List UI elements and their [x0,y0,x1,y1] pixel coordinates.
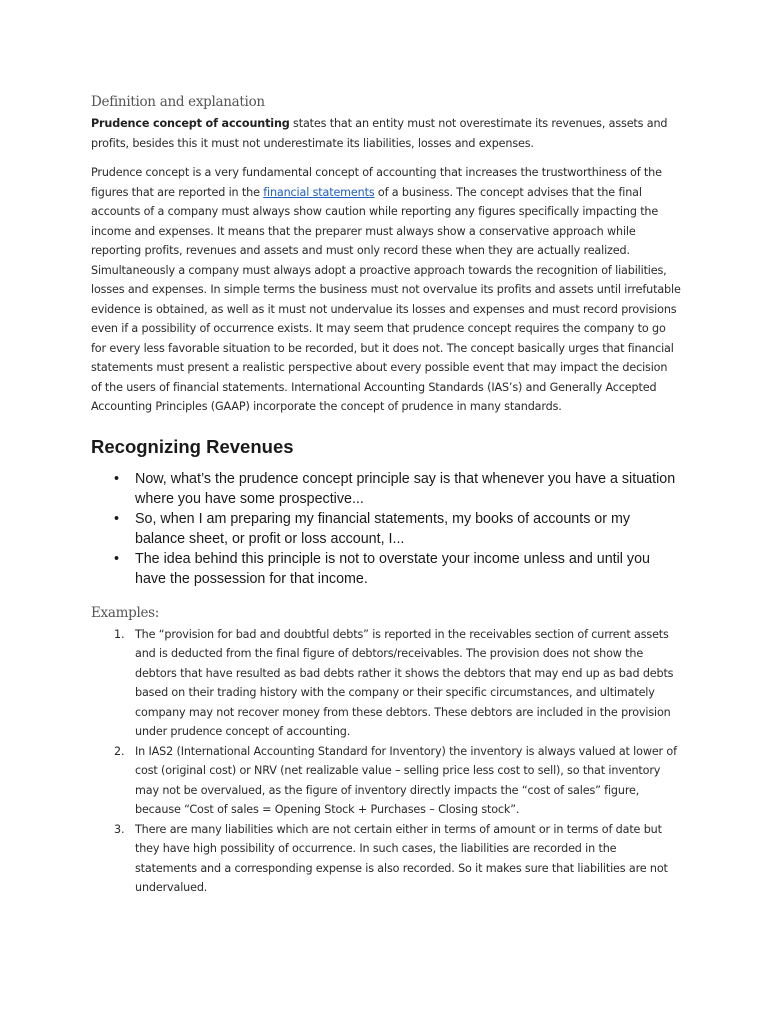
example-text: In IAS2 (International Accounting Standard for Inventory) the inventory is always valued at lower of cost (original cost) or NRV (net realizable value – selling price less cost to sell), so that inventory may not be overvalued, as the figure of inventory directly impacts the “cost of sales” figure, because “Cost of sales = Opening Stock + Purchases – Closing stock”. [135,744,677,816]
bullet-marker: • [114,550,120,567]
example-number: 3. [114,822,125,836]
list-item [114,509,681,549]
list-item-text: The idea behind this principle is not to overstate your income unless and until you have the possession for that income. [135,550,650,587]
example-number: 1. [114,627,125,641]
explanation-text-after: of a business. The concept advises that the final accounts of a company must always show caution while reporting any figures specifically impacting the income and expenses. It means that the preparer must always show a conservative approach while reporting profits, revenues and assets and must only record these when they are actually realized. Simultaneously a company must always adopt a proactive approach towards the recognition of liabilities, losses and expenses. In simple terms the business must not overvalue its profits and assets until irrefutable evidence is obtained, as well as it must not undervalue its losses and expenses and must record provisions even if a possibility of occurrence exists. It may seem that prudence concept requires the company to go for every less favorable situation to be recorded, but it does not. The concept basically urges that financial statements must present a realistic perspective about every possible event that may impact the decision of the users of financial statements. International Accounting Standards (IAS’s) and Generally Accepted Accounting Principles (GAAP) incorporate the concept of prudence in many standards. [91,185,681,413]
explanation-text-before: Prudence concept is a very fundamental concept of accounting that increases the trustworthiness of the figures that are reported in the [91,166,662,199]
examples-label: Examples: [91,604,160,621]
examples-list [91,625,681,898]
bullet-marker: • [114,510,120,527]
intro-text: states that an entity must not overestimate its revenues, assets and profits, besides this it must not underestimate its liabilities, losses and expenses. [91,117,668,150]
list-item [114,469,681,509]
explanation-paragraph [91,163,681,417]
example-item [114,820,681,898]
example-text: There are many liabilities which are not certain either in terms of amount or in terms of date but they have high possibility of occurrence. In such cases, the liabilities are recorded in the statements and a corresponding expense is also recorded. So it makes sure that liabilities are not undervalued. [135,822,668,894]
example-item [114,625,681,742]
bullet-marker: • [114,470,120,487]
section-heading: Recognizing Revenues [91,435,294,457]
list-item-text: Now, what’s the prudence concept principle say is that whenever you have a situation where you have some prospective... [135,470,676,507]
intro-bold-term: Prudence concept of accounting [91,117,290,130]
list-item-text: So, when I am preparing my financial statements, my books of accounts or my balance sheet, or profit or loss account, I... [135,510,631,547]
bullet-list [91,469,681,589]
intro-paragraph [91,114,681,153]
financial-statements-link[interactable]: financial statements [263,185,375,199]
example-text: The “provision for bad and doubtful debts” is reported in the receivables section of current assets and is deducted from the final figure of debtors/receivables. The provision does not show the debtors that have resulted as bad debts rather it shows the debtors that may end up as bad debts based on their trading history with the company or their specific circumstances, and ultimately company may not recover money from these debtors. These debtors are included in the provision under prudence concept of accounting. [135,627,674,738]
example-number: 2. [114,744,125,758]
example-item [114,742,681,820]
document-page [91,92,681,898]
list-item [114,549,681,589]
section-label: Definition and explanation [91,94,265,110]
